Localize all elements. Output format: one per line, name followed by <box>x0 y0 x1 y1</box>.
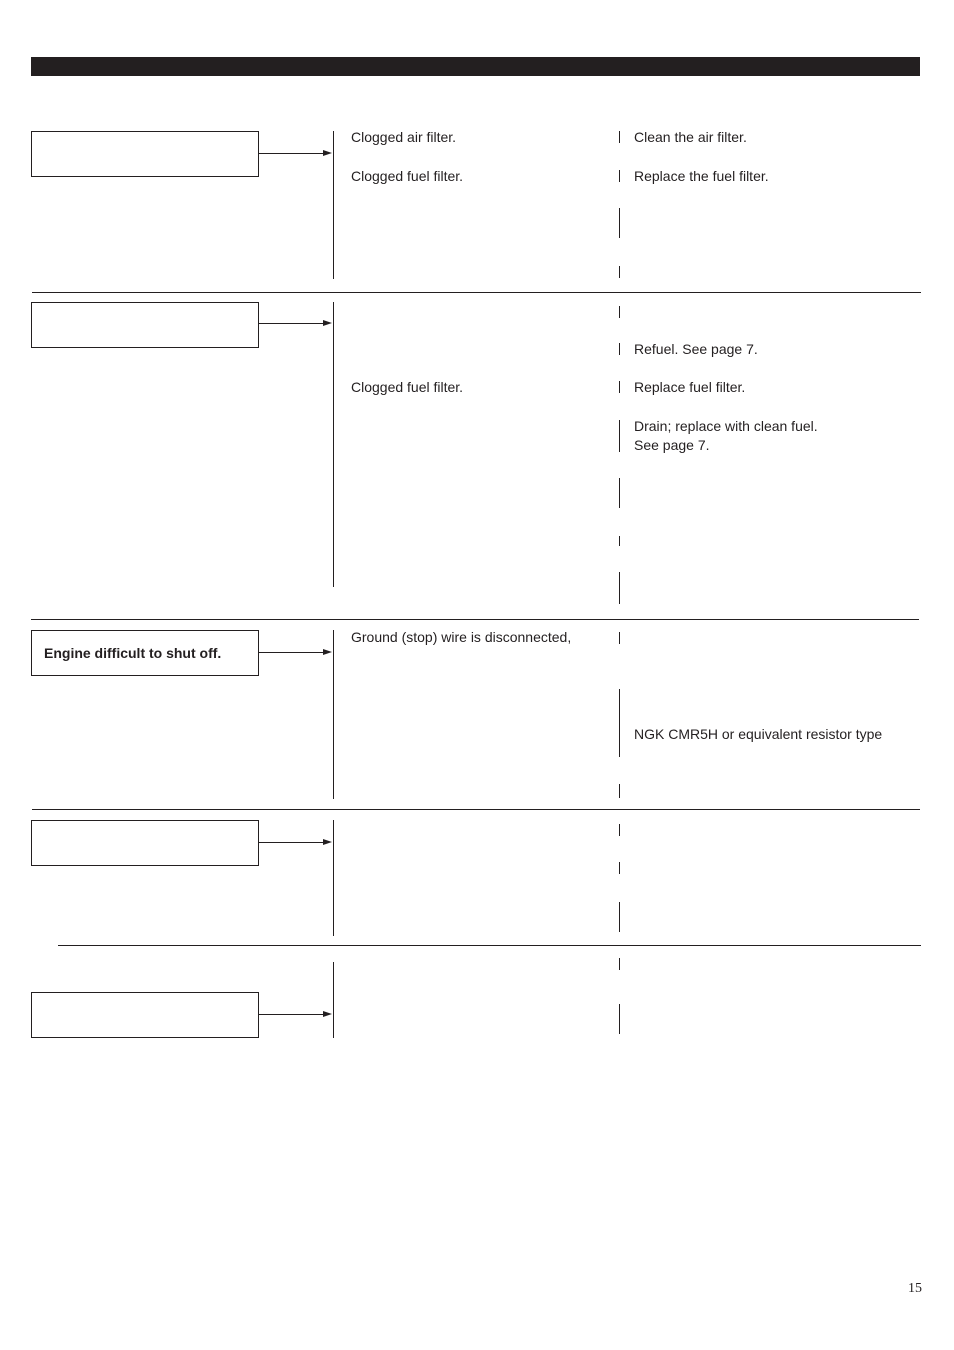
arrow-right-icon <box>323 839 332 845</box>
arrow-right-icon <box>323 1011 332 1017</box>
remedy-marker <box>619 306 620 318</box>
arrow-right-icon <box>323 320 332 326</box>
cause-divider <box>333 630 334 799</box>
cause-text: Clogged fuel filter. <box>351 168 464 184</box>
cause-divider <box>333 131 334 279</box>
remedy-marker <box>619 420 620 452</box>
symptom-box-2 <box>31 302 259 348</box>
remedy-marker <box>619 862 620 874</box>
remedy-marker <box>619 689 620 757</box>
symptom-box-5 <box>31 992 259 1038</box>
section-divider <box>32 292 921 293</box>
connector-line <box>258 1014 324 1015</box>
remedy-marker <box>619 572 620 604</box>
remedy-text: Refuel. See page 7. <box>634 341 758 357</box>
remedy-marker <box>619 381 620 393</box>
remedy-marker <box>619 170 620 182</box>
symptom-box-4 <box>31 820 259 866</box>
symptom-box-1 <box>31 131 259 177</box>
connector-line <box>258 842 324 843</box>
remedy-text: Drain; replace with clean fuel. See page 7. <box>634 418 818 453</box>
remedy-marker <box>619 958 620 970</box>
symptom-box-3 <box>31 630 259 676</box>
remedy-text: Replace fuel filter. <box>634 379 746 395</box>
header-bar <box>31 57 920 76</box>
connector-line <box>258 153 324 154</box>
remedy-marker <box>619 632 620 644</box>
cause-divider <box>333 962 334 1038</box>
page-number: 15 <box>908 1281 922 1296</box>
section-divider <box>32 809 920 810</box>
cause-divider <box>333 820 334 936</box>
connector-line <box>258 323 324 324</box>
remedy-marker <box>619 1004 620 1034</box>
remedy-marker <box>619 824 620 836</box>
cause-text: Clogged fuel filter. <box>351 379 464 395</box>
remedy-marker <box>619 131 620 143</box>
cause-text: Clogged air filter. <box>351 129 457 145</box>
remedy-marker <box>619 343 620 355</box>
section-divider <box>58 945 921 946</box>
connector-line <box>258 652 324 653</box>
remedy-text: NGK CMR5H or equivalent resistor type <box>634 726 883 742</box>
remedy-text: Replace the fuel filter. <box>634 168 769 184</box>
section-divider <box>31 619 919 620</box>
arrow-right-icon <box>323 150 332 156</box>
remedy-marker <box>619 784 620 798</box>
remedy-marker <box>619 902 620 932</box>
cause-text: Ground (stop) wire is disconnected, <box>351 629 572 645</box>
remedy-text: Clean the air filter. <box>634 129 747 145</box>
remedy-marker <box>619 208 620 238</box>
remedy-marker <box>619 266 620 278</box>
arrow-right-icon <box>323 649 332 655</box>
remedy-marker <box>619 536 620 546</box>
cause-divider <box>333 302 334 587</box>
symptom-label: Engine difficult to shut off. <box>44 645 222 661</box>
remedy-marker <box>619 478 620 508</box>
